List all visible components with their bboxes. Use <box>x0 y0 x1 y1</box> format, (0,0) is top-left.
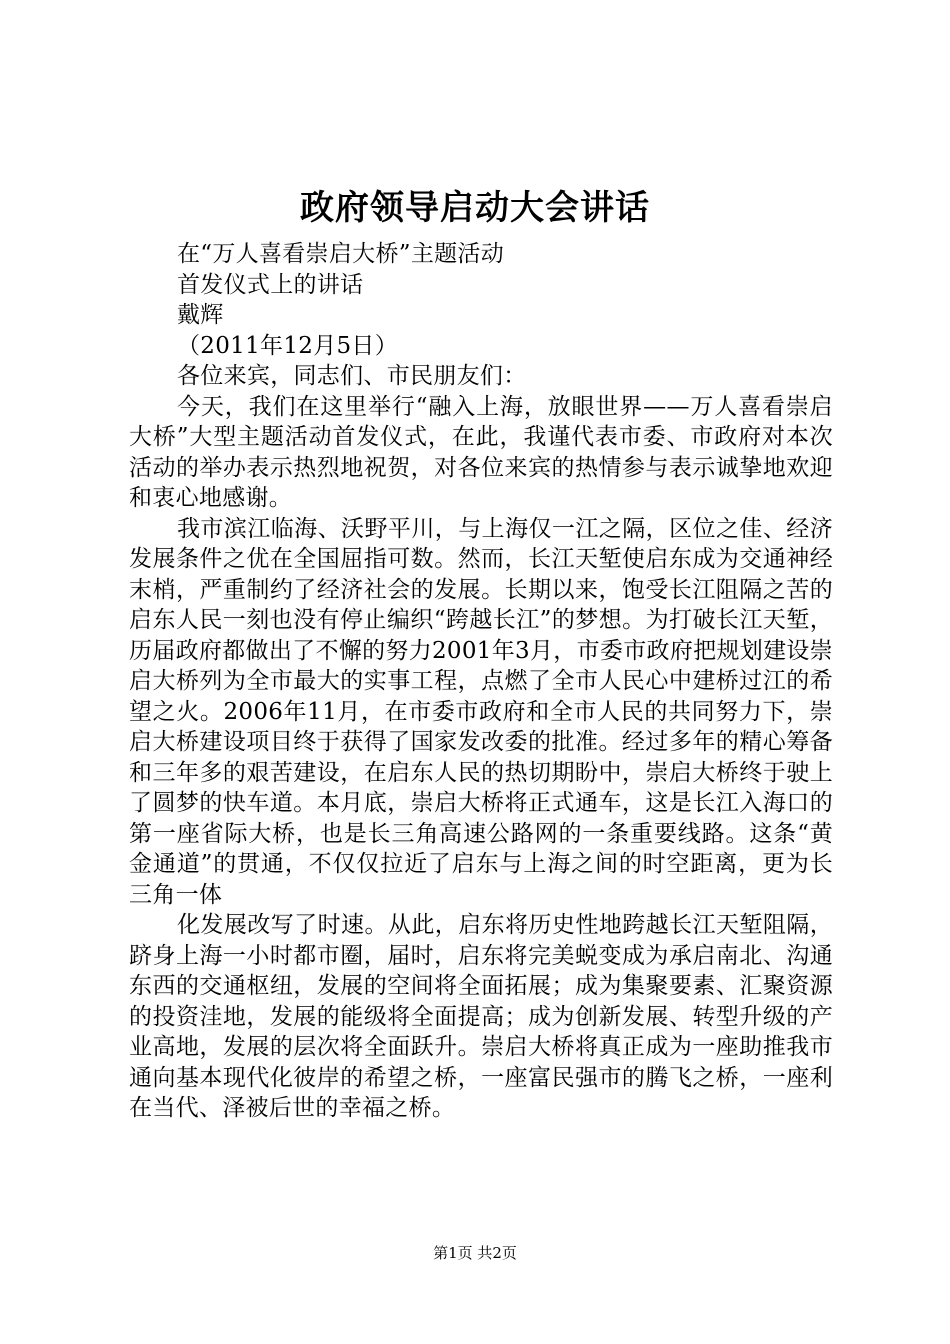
speech-date: （2011年12月5日） <box>177 332 399 359</box>
document-title: 政府领导启动大会讲话 <box>300 188 650 228</box>
speaker-name: 戴辉 <box>177 302 224 328</box>
subtitle-line-2: 首发仪式上的讲话 <box>177 271 364 298</box>
paragraph-3: 化发展改写了时速。从此，启东将历史性地跨越长江天堑阻隔，跻身上海一小时都市圈，届时，启东将完美蜕变成为承启南北、沟通东西的交通枢纽，发展的空间将全面拓展；成为集聚要素、汇聚资源的投资洼地，发展的能级将全面提高；成为创新发展、转型升级的产业高地，发展的层次将全面跃升。崇启大桥将真正成为一座助推我市通向基本现代化彼岸的希望之桥，一座富民强市的腾飞之桥，一座利在当代、泽被后世的幸福之桥。 <box>129 912 833 1121</box>
paragraph-2: 我市滨江临海、沃野平川，与上海仅一江之隔，区位之佳、经济发展条件之优在全国屈指可数。然而，长江天堑使启东成为交通神经末梢，严重制约了经济社会的发展。长期以来，饱受长江阻隔之苦的启东人民一刻也没有停止编织“跨越长江”的梦想。为打破长江天堑，历届政府都做出了不懈的努力2001年3月，市委市政府把规划建设崇启大桥列为全市最大的实事工程，点燃了全市人民心中建桥过江的希望之火。2006年11月，在市委市政府和全市人民的共同努力下，崇启大桥建设项目终于获得了国家发改委的批准。经过多年的精心筹备和三年多的艰苦建设，在启东人民的热切期盼中，崇启大桥终于驶上了圆梦的快车道。本月底，崇启大桥将正式通车，这是长江入海口的第一座省际大桥，也是长三角高速公路网的一条重要线路。这条“黄金通道”的贯通，不仅仅拉近了启东与上海之间的时空距离，更为长三角一体 <box>129 515 833 908</box>
subtitle-line-1: 在“万人喜看崇启大桥”主题活动 <box>177 241 505 267</box>
salutation: 各位来宾，同志们、市民朋友们： <box>177 363 527 389</box>
paragraph-1: 今天，我们在这里举行“融入上海，放眼世界——万人喜看崇启大桥”大型主题活动首发仪式，在此，我谨代表市委、市政府对本次活动的举办表示热烈地祝贺，对各位来宾的热情参与表示诚挚地欢迎和衷心地感谢。 <box>129 393 833 511</box>
page-footer: 第1页 共2页 <box>433 1244 517 1262</box>
document-body <box>129 239 833 1124</box>
